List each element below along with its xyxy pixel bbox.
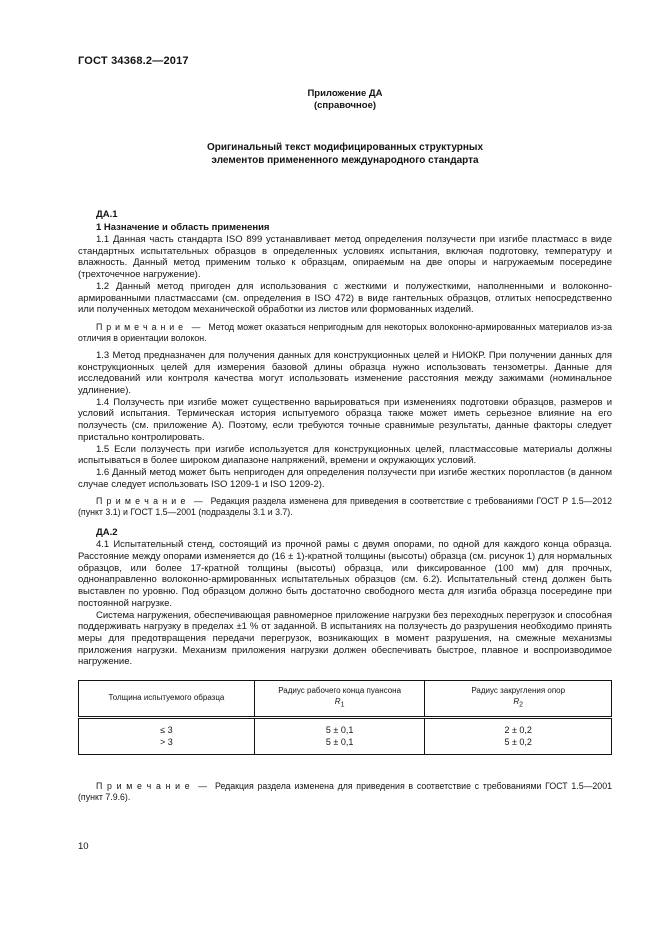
paragraph-1-2: 1.2 Данный метод пригоден для использования с жесткими и полужесткими, наполненными и волоконно-армированными пластмассами (см. определения в ISO 472) в виде гантельных образцов, отлитых непосредственно или полученных методом механической обработки из листов или формованных изделий. (78, 280, 612, 316)
paragraph-1-3: 1.3 Метод предназначен для получения данных для конструкционных целей и НИОКР. При получении данных для конструкционных целей для измерения базовой длины образца нужно использовать тензометры. Данные для исследований или контроля качества могут использовать изменение расстояния между зажимами (номинальное удлинение). (78, 349, 612, 397)
cell-thickness-2: > 3 (79, 736, 255, 755)
note-section2-revision (78, 781, 612, 803)
section-heading-da1: ДА.1 (96, 209, 118, 220)
symbol-r1: R (334, 696, 341, 706)
page-number: 10 (78, 841, 89, 852)
table-header-row (79, 681, 612, 718)
cell-support-radius-1: 2 ± 0,2 (425, 717, 612, 736)
appendix-type: (справочное) (313, 100, 377, 111)
paragraph-1-5: 1.5 Если ползучесть при изгибе используется для конструкционных целей, пластмассовые материалы должны испытываться в более широком диапазоне напряжений, времени и окружающих условий. (78, 443, 612, 467)
col-header-support-radius: Радиус закругления опор $R_2$ (425, 681, 612, 718)
table-row (79, 736, 612, 755)
cell-support-radius-2: 5 ± 0,2 (425, 736, 612, 755)
page-title-line1: Оригинальный текст модифицированных структурных (206, 142, 484, 153)
cell-punch-radius-1: 5 ± 0,1 (254, 717, 425, 736)
appendix-label: Приложение ДА (307, 88, 383, 99)
appendix-heading (78, 88, 612, 112)
symbol-r2: R (513, 696, 520, 706)
note-dash: — (193, 496, 203, 507)
col-header-thickness: Толщина испытуемого образца (79, 681, 255, 718)
note-dash: — (198, 780, 207, 791)
paragraph-4-1: 4.1 Испытательный стенд, состоящий из прочной рамы с двумя опорами, по одной для каждого конца образца. Расстояние между опорами изменяется до (16 ± 1)-кратной толщины (высоты) образца (см. рисунок 1) для нормальных образцов, или более 17-кратной толщины (высоты) образца, или фиксированное (100 мм) для прочных, однонаправленно волоконно-армированных испытательных образцов (см. 6.2). Испытательный стенд должен быть выставлен по уровню. Под образцом должно быть достаточно свободного места для изгиба образца посередине при постоянной нагрузке. (78, 539, 612, 609)
cell-punch-radius-2: 5 ± 0,1 (254, 736, 425, 755)
paragraph-1-6: 1.6 Данный метод может быть непригоден для определения ползучести при изгибе жестких поропластов (в данном случае следует использовать ISO 1209-1 и ISO 1209-2). (78, 466, 612, 490)
paragraph-1-1: 1.1 Данная часть стандарта ISO 899 устанавливает метод определения ползучести при изгибе пластмасс в виде стандартных испытательных образцов в определенных условиях испытания, включая подготовку, температуру и влажность. Данный метод применим только к образцам, опираемым на две опоры и нагружаемым посередине (трехточечное нагружение). (78, 234, 612, 281)
note-dash: — (191, 321, 201, 332)
col-header-punch-radius: Радиус рабочего конца пуансона $R_1$ (254, 681, 425, 718)
note-text: Метод может оказаться непригодным для некоторых волоконно-армированных материалов из-за отличия в ориентации волокон. (78, 321, 612, 343)
note-fiber-orientation (78, 322, 612, 344)
page-title (78, 142, 612, 167)
note-text: Редакция раздела изменена для приведения в соответствие с требованиями ГОСТ Р 1.5—2012 (пункт 3.1) и ГОСТ 1.5—2001 (подразделы 3.1 и 3.7). (78, 496, 612, 518)
section-subheading-scope: 1 Назначение и область применения (96, 222, 270, 233)
radius-table (78, 680, 612, 755)
paragraph-1-4: 1.4 Ползучесть при изгибе может существенно варьироваться при изменениях подготовки образцов, размеров и условий испытания. Термическая история испытуемого образца также может иметь серьезное влияние на его ползучесть (см. приложение А). Поэтому, если требуются точные сравнимые результаты, данные факторы следует пристально контролировать. (78, 396, 612, 443)
section-heading-da2: ДА.2 (96, 527, 118, 539)
cell-thickness-1: ≤ 3 (79, 717, 255, 736)
paragraph-loading-system: Система нагружения, обеспечивающая равномерное приложение нагрузки без переходных перегрузок и способная поддерживать нагрузку в пределах ±1 % от заданной. В испытаниях на ползучесть до разрушения необходимо принять меры для предотвращения передачи перегрузок, возникающих в момент разрушения, на смежные механизмы приложения нагрузки. Механизм приложения нагрузки должен обеспечивать быстрое, плавное и воспроизводимое нагружение. (78, 609, 612, 668)
standard-designation: ГОСТ 34368.2—2017 (78, 55, 189, 67)
table-row (79, 717, 612, 736)
page-title-line2: элементов примененного международного стандарта (211, 154, 479, 166)
note-label: П р и м е ч а н и е (96, 780, 191, 791)
note-label: П р и м е ч а н и е (96, 496, 186, 507)
page-content (78, 55, 612, 809)
note-text: Редакция раздела изменена для приведения в соответствие с требованиями ГОСТ 1.5—2001 (пункт 7.9.6). (78, 780, 612, 802)
note-label: П р и м е ч а н и е (96, 321, 184, 332)
note-section1-revision (78, 496, 612, 518)
